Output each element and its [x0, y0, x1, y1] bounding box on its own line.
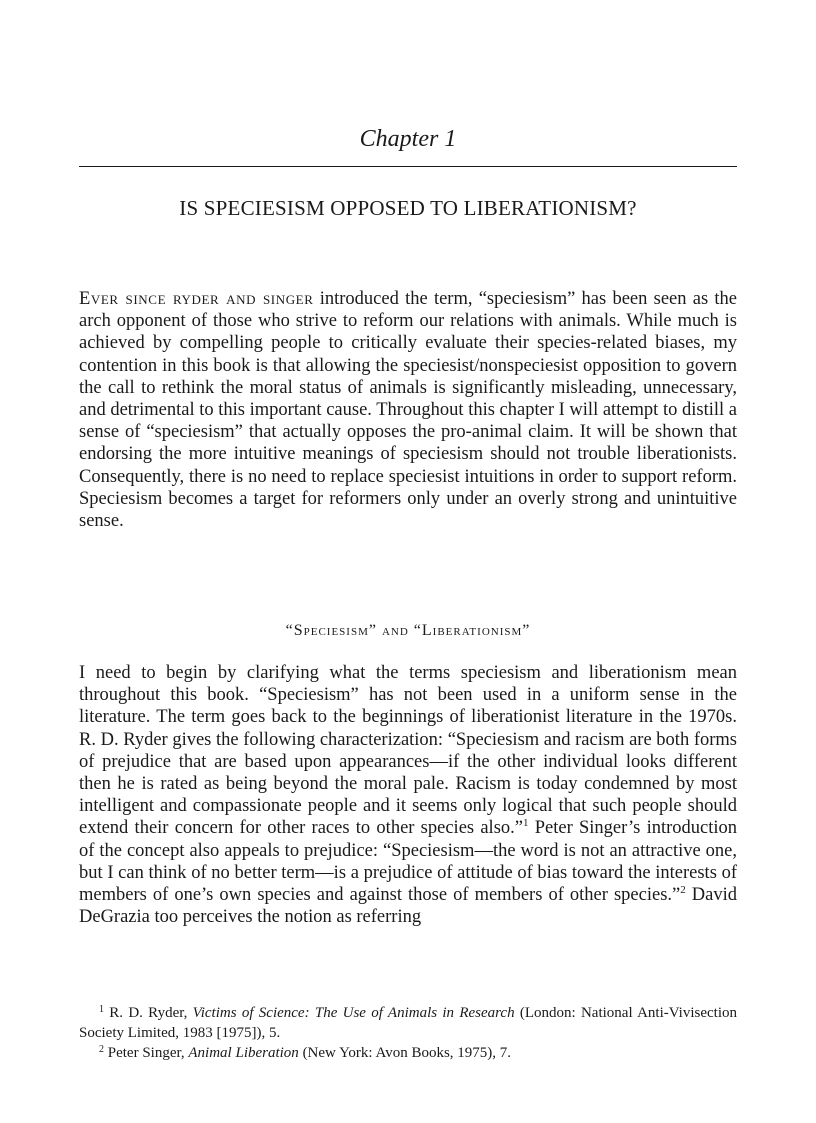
footnote-details: (London: National Anti-Vivisection Society Limited, 1983 [1975]), 5. [79, 1005, 737, 1041]
section-text-1: I need to begin by clarifying what the terms speciesism and liberationism mean throughout this book. “Speciesism” has not been used in a uniform sense in the literature. The term goes back to the beginnings of liberationist literature in the 1970s. R. D. Ryder gives the following characterization: “Speciesism and racism are both forms of prejudice that are based upon appearances—if the other individual looks different then he is rated as being beyond the moral pale. Racism is today condemned by most intelligent and compassionate people and it seems only logical that such people should extend their concern for other races to other species also.” [79, 663, 737, 839]
chapter-title: IS SPECIESISM OPPOSED TO LIBERATIONISM? [179, 196, 637, 220]
intro-text: introduced the term, “speciesism” has been seen as the arch opponent of those who strive to reform our relations with animals. While much is achieved by compelling people to critically evaluate their species-related biases, my contention in this book is that allowing the speciesist/nonspeciesist opposition to govern the call to rethink the moral status of animals is significantly misleading, unnecessary, and detrimental to this important cause. Throughout this chapter I will attempt to distill a sense of “speciesism” that actually opposes the pro-animal claim. It will be shown that endorsing the more intuitive meanings of speciesism should not trouble liberationists. Consequently, there is no need to replace speciesist intuitions in order to support reform. Speciesism becomes a target for reformers only under an overly strong and unintuitive sense. [79, 289, 737, 532]
footnote-2 [79, 1043, 737, 1063]
footnotes [79, 1003, 737, 1063]
footnote-author: Peter Singer, [107, 1045, 189, 1061]
footnote-details: (New York: Avon Books, 1975), 7. [298, 1045, 512, 1061]
footnote-1 [79, 1003, 737, 1043]
section-paragraph [79, 662, 737, 928]
footnote-ref-2: 2 [680, 884, 686, 897]
footnote-number: 1 [99, 1004, 104, 1015]
footnote-number: 2 [99, 1044, 104, 1055]
footnote-work: Animal Liberation [188, 1045, 299, 1061]
section-heading: “Speciesism” and “Liberationism” [285, 622, 531, 639]
footnote-ref-1: 1 [523, 817, 529, 830]
intro-lead-in: Ever since ryder and singer [79, 289, 314, 309]
footnote-author: R. D. Ryder, [109, 1005, 193, 1021]
chapter-rule [79, 166, 737, 167]
section-text-2: Peter Singer’s introduction of the concept also appeals to prejudice: “Speciesism—the word is not an attractive one, but I can think of no better term—is a prejudice of attitude of bias toward the interests of members of one’s own species and against those of members of other species.” [79, 818, 738, 906]
footnote-work: Victims of Science: The Use of Animals in Research [192, 1005, 515, 1021]
intro-paragraph [79, 288, 737, 532]
section-text-3: David DeGrazia too perceives the notion as referring [79, 885, 737, 928]
chapter-label: Chapter 1 [359, 126, 457, 152]
